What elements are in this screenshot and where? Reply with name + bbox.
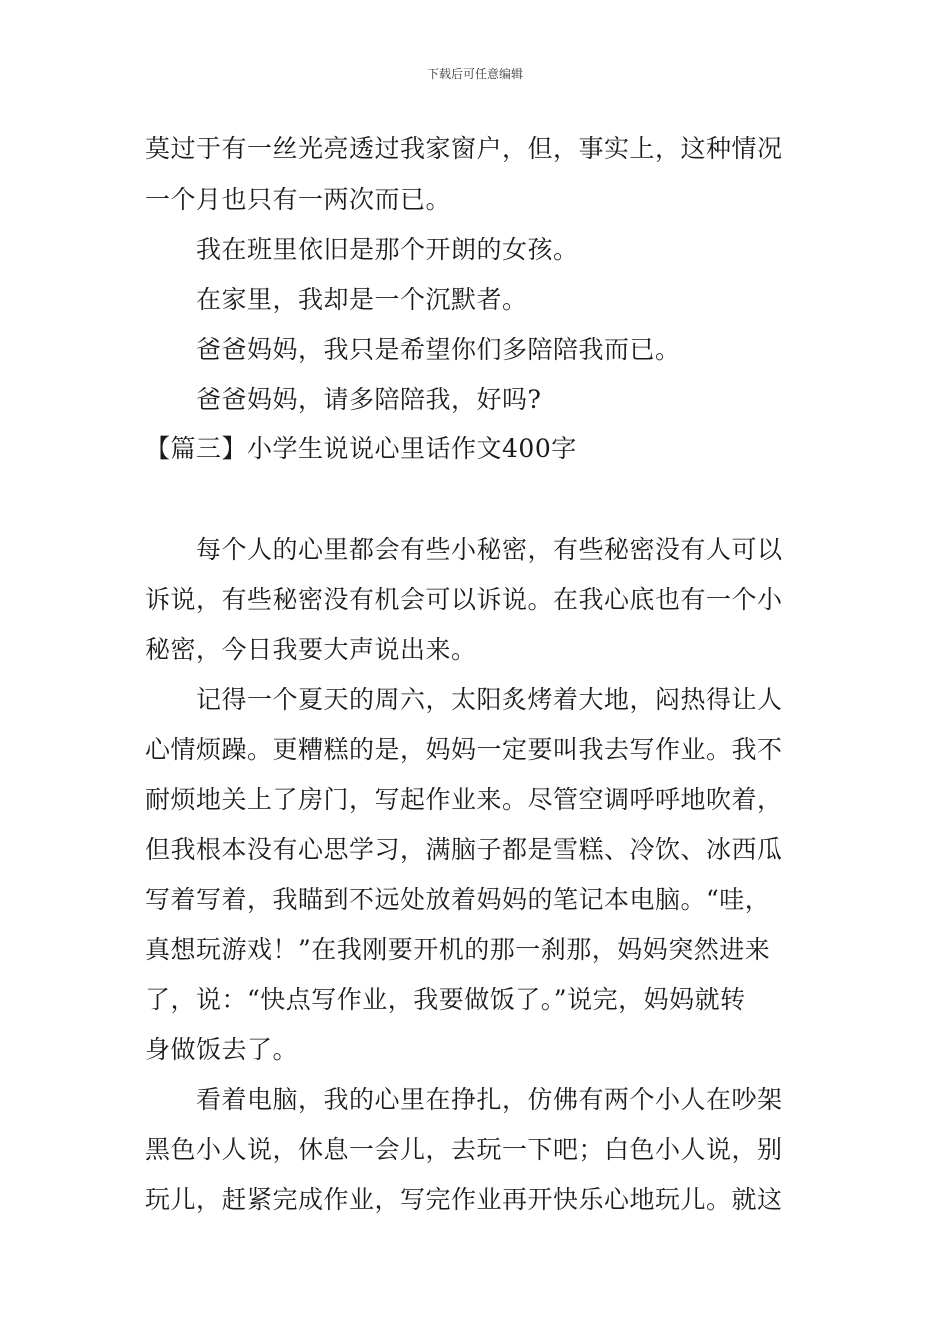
section-heading: 【篇三】小学生说说心里话作文400字 (145, 434, 577, 463)
text-line: 爸爸妈妈，请多陪陪我，好吗? (196, 385, 542, 414)
text-line: 一个月也只有一两次而已。 (145, 185, 452, 214)
text-line: 黑色小人说，休息一会儿，去玩一下吧；白色小人说，别 (145, 1135, 783, 1164)
page-header-note: 下载后可任意编辑 (426, 67, 523, 81)
text-line: 耐烦地关上了房门，写起作业来。尽管空调呼呼地吹着， (145, 785, 783, 814)
text-line: 每个人的心里都会有些小秘密，有些秘密没有人可以 (196, 535, 783, 564)
text-line: 莫过于有一丝光亮透过我家窗户，但，事实上，这种情况 (145, 134, 783, 163)
text-line: 心情烦躁。更糟糕的是，妈妈一定要叫我去写作业。我不 (145, 735, 783, 764)
text-line: 在家里，我却是一个沉默者。 (196, 285, 528, 314)
text-line: 爸爸妈妈，我只是希望你们多陪陪我而已。 (196, 335, 681, 364)
text-line: 记得一个夏天的周六，太阳炙烤着大地，闷热得让人 (196, 685, 783, 714)
text-line: 我在班里依旧是那个开朗的女孩。 (196, 235, 579, 264)
text-line: 秘密，今日我要大声说出来。 (145, 635, 477, 664)
text-line: 诉说，有些秘密没有机会可以诉说。在我心底也有一个小 (145, 585, 783, 614)
text-line: 写着写着，我瞄到不远处放着妈妈的笔记本电脑。“哇， (145, 885, 771, 914)
text-line: 玩儿，赶紧完成作业，写完作业再开快乐心地玩儿。就这 (145, 1185, 783, 1214)
text-line: 看着电脑，我的心里在挣扎，仿佛有两个小人在吵架 (196, 1085, 783, 1114)
text-line: 了，说：“快点写作业，我要做饭了。”说完，妈妈就转 (145, 985, 746, 1014)
text-line: 身做饭去了。 (145, 1035, 299, 1064)
text-line: 但我根本没有心思学习，满脑子都是雪糕、冷饮、冰西瓜 (145, 835, 783, 864)
text-line: 真想玩游戏！”在我刚要开机的那一刹那，妈妈突然进来 (145, 935, 771, 964)
